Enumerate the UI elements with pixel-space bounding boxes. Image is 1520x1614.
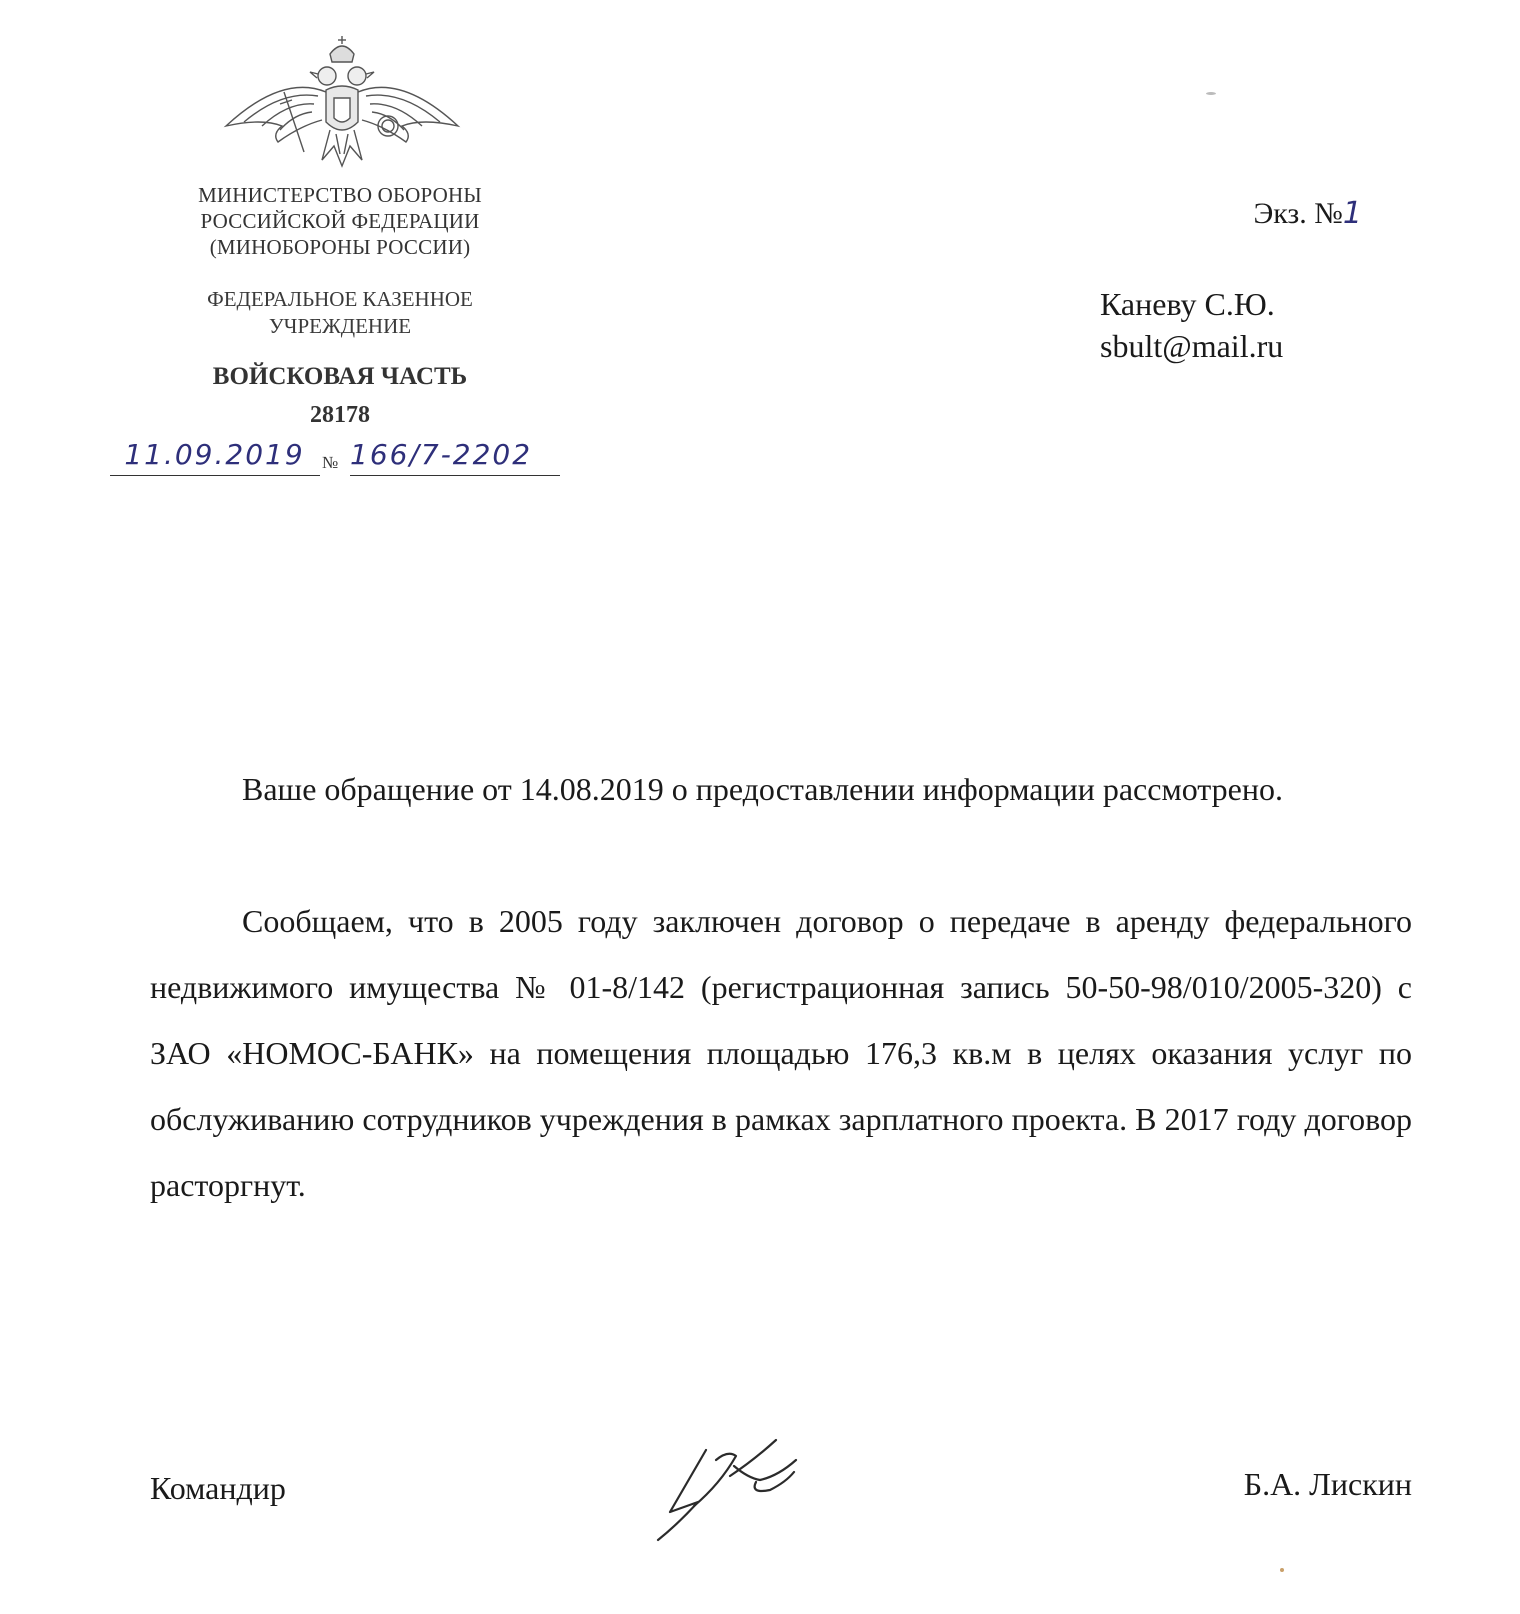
- copy-number-value: 1: [1342, 196, 1362, 231]
- ministry-line-2: РОССИЙСКОЙ ФЕДЕРАЦИИ: [200, 209, 480, 233]
- registration-number: 166/7-2202: [350, 438, 533, 471]
- signer-name: Б.А. Лискин: [1243, 1466, 1412, 1502]
- institution-line-2: УЧРЕЖДЕНИЕ: [268, 314, 412, 338]
- registration-number-underline: [350, 475, 560, 476]
- handwritten-signature: [650, 1420, 820, 1545]
- copy-label: Экз. №: [1253, 197, 1343, 230]
- institution-type: [130, 286, 550, 340]
- scan-speck: [1280, 1568, 1284, 1572]
- ministry-line-1: МИНИСТЕРСТВО ОБОРОНЫ: [198, 183, 482, 207]
- signer-position: Командир: [150, 1470, 286, 1506]
- body-paragraph-1: Ваше обращение от 14.08.2019 о предоставлении информации рассмотрено.: [242, 771, 1283, 807]
- ministry-name: [130, 182, 550, 260]
- addressee-name: Каневу С.Ю.: [1100, 286, 1275, 322]
- addressee-email: sbult@mail.ru: [1100, 328, 1284, 364]
- registration-date-underline: [110, 475, 320, 476]
- registration-number-sign: №: [322, 453, 339, 472]
- ministry-line-3: (МИНОБОРОНЫ РОССИИ): [209, 235, 471, 259]
- registration-date: 11.09.2019: [124, 438, 305, 471]
- copy-number: [1253, 196, 1362, 231]
- scan-speck: [1206, 92, 1216, 95]
- double-headed-eagle-emblem: [222, 34, 462, 174]
- body-paragraph-2: Сообщаем, что в 2005 году заключен договор о передаче в аренду федерального недвижимого имущества № 01-8/142 (регистрационная запись 50-50-98/010/2005-320) с ЗАО «НОМОС-БАНК» на помещения площадью 176,3 кв.м в целях оказания услуг по обслуживанию сотрудников учреждения в рамках зарплатного проекта. В 2017 году договор расторгнут.: [150, 903, 1412, 1203]
- unit-title: ВОЙСКОВАЯ ЧАСТЬ: [212, 363, 468, 390]
- unit-number: 28178: [310, 402, 370, 428]
- institution-line-1: ФЕДЕРАЛЬНОЕ КАЗЕННОЕ: [207, 287, 473, 311]
